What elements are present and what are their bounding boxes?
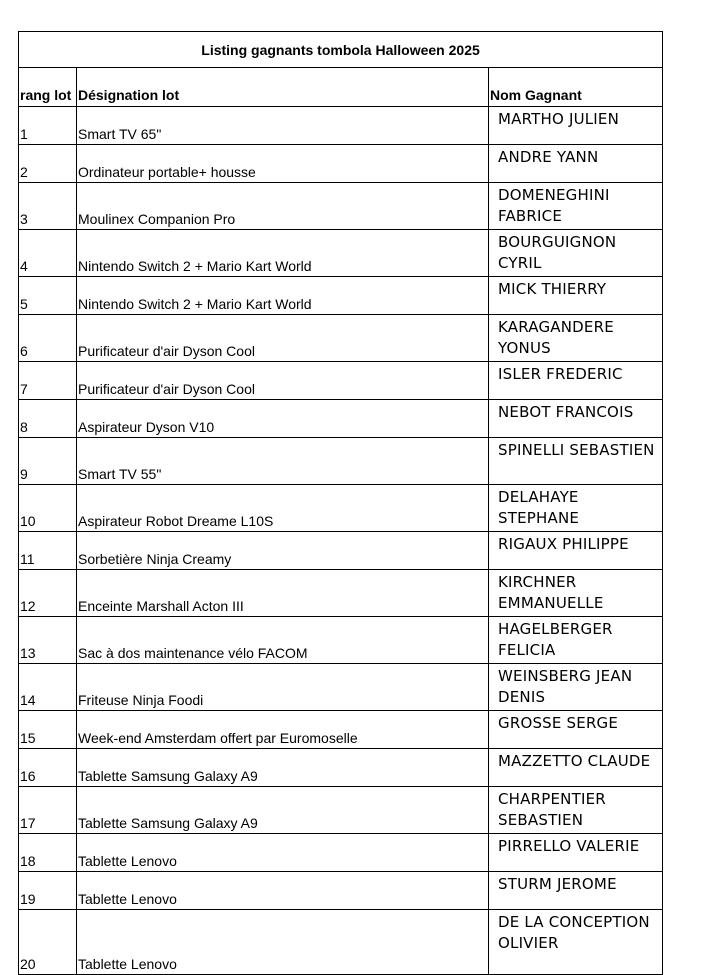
cell-winner: BOURGUIGNON CYRIL [489,230,663,277]
header-winner: Nom Gagnant [489,68,663,107]
cell-designation: Sac à dos maintenance vélo FACOM [77,617,489,664]
cell-winner: PIRRELLO VALERIE [489,834,663,872]
cell-winner: HAGELBERGER FELICIA [489,617,663,664]
cell-designation: Week-end Amsterdam offert par Euromoselle [77,711,489,749]
cell-rank: 8 [19,400,77,438]
cell-designation: Tablette Samsung Galaxy A9 [77,787,489,834]
cell-rank: 19 [19,872,77,910]
cell-rank: 2 [19,145,77,183]
cell-winner: KIRCHNER EMMANUELLE [489,570,663,617]
table-row [19,362,663,400]
table-row [19,107,663,145]
cell-winner: CHARPENTIER SEBASTIEN [489,787,663,834]
table-row [19,315,663,362]
cell-winner: KARAGANDERE YONUS [489,315,663,362]
cell-winner: NEBOT FRANCOIS [489,400,663,438]
cell-winner: SPINELLI SEBASTIEN [489,438,663,485]
cell-winner: GROSSE SERGE [489,711,663,749]
cell-rank: 16 [19,749,77,787]
cell-designation: Enceinte Marshall Acton III [77,570,489,617]
cell-rank: 20 [19,910,77,975]
table-row [19,570,663,617]
cell-designation: Tablette Lenovo [77,872,489,910]
cell-rank: 11 [19,532,77,570]
cell-rank: 18 [19,834,77,872]
cell-designation: Purificateur d'air Dyson Cool [77,362,489,400]
cell-winner: STURM JEROME [489,872,663,910]
cell-rank: 3 [19,183,77,230]
cell-designation: Nintendo Switch 2 + Mario Kart World [77,277,489,315]
table-row [19,711,663,749]
cell-designation: Tablette Samsung Galaxy A9 [77,749,489,787]
cell-rank: 14 [19,664,77,711]
cell-rank: 12 [19,570,77,617]
title-row [19,32,663,68]
cell-rank: 13 [19,617,77,664]
table-row [19,872,663,910]
cell-rank: 6 [19,315,77,362]
cell-designation: Smart TV 55" [77,438,489,485]
winners-table [18,31,663,975]
cell-designation: Smart TV 65" [77,107,489,145]
cell-rank: 7 [19,362,77,400]
cell-winner: MICK THIERRY [489,277,663,315]
table-row [19,617,663,664]
cell-winner: DELAHAYE STEPHANE [489,485,663,532]
table-row [19,664,663,711]
table-row [19,183,663,230]
cell-designation: Nintendo Switch 2 + Mario Kart World [77,230,489,277]
cell-designation: Aspirateur Robot Dreame L10S [77,485,489,532]
cell-winner: WEINSBERG JEAN DENIS [489,664,663,711]
cell-designation: Friteuse Ninja Foodi [77,664,489,711]
cell-rank: 4 [19,230,77,277]
table-row [19,277,663,315]
header-row [19,68,663,107]
cell-rank: 10 [19,485,77,532]
cell-rank: 9 [19,438,77,485]
cell-designation: Aspirateur Dyson V10 [77,400,489,438]
table-row [19,910,663,975]
cell-winner: ISLER FREDERIC [489,362,663,400]
cell-winner: ANDRE YANN [489,145,663,183]
table-row [19,749,663,787]
cell-rank: 17 [19,787,77,834]
table-row [19,400,663,438]
cell-winner: DE LA CONCEPTION OLIVIER [489,910,663,975]
cell-winner: RIGAUX PHILIPPE [489,532,663,570]
table-title: Listing gagnants tombola Halloween 2025 [19,32,663,68]
table-row [19,532,663,570]
header-rank: rang lot [19,68,77,107]
table-row [19,438,663,485]
table-row [19,230,663,277]
table-row [19,485,663,532]
table-row [19,834,663,872]
cell-rank: 5 [19,277,77,315]
cell-designation: Tablette Lenovo [77,834,489,872]
table-row [19,145,663,183]
cell-rank: 1 [19,107,77,145]
header-designation: Désignation lot [77,68,489,107]
cell-winner: MARTHO JULIEN [489,107,663,145]
table-row [19,787,663,834]
cell-designation: Purificateur d'air Dyson Cool [77,315,489,362]
cell-winner: MAZZETTO CLAUDE [489,749,663,787]
cell-rank: 15 [19,711,77,749]
cell-winner: DOMENEGHINI FABRICE [489,183,663,230]
cell-designation: Sorbetière Ninja Creamy [77,532,489,570]
cell-designation: Ordinateur portable+ housse [77,145,489,183]
cell-designation: Tablette Lenovo [77,910,489,975]
cell-designation: Moulinex Companion Pro [77,183,489,230]
